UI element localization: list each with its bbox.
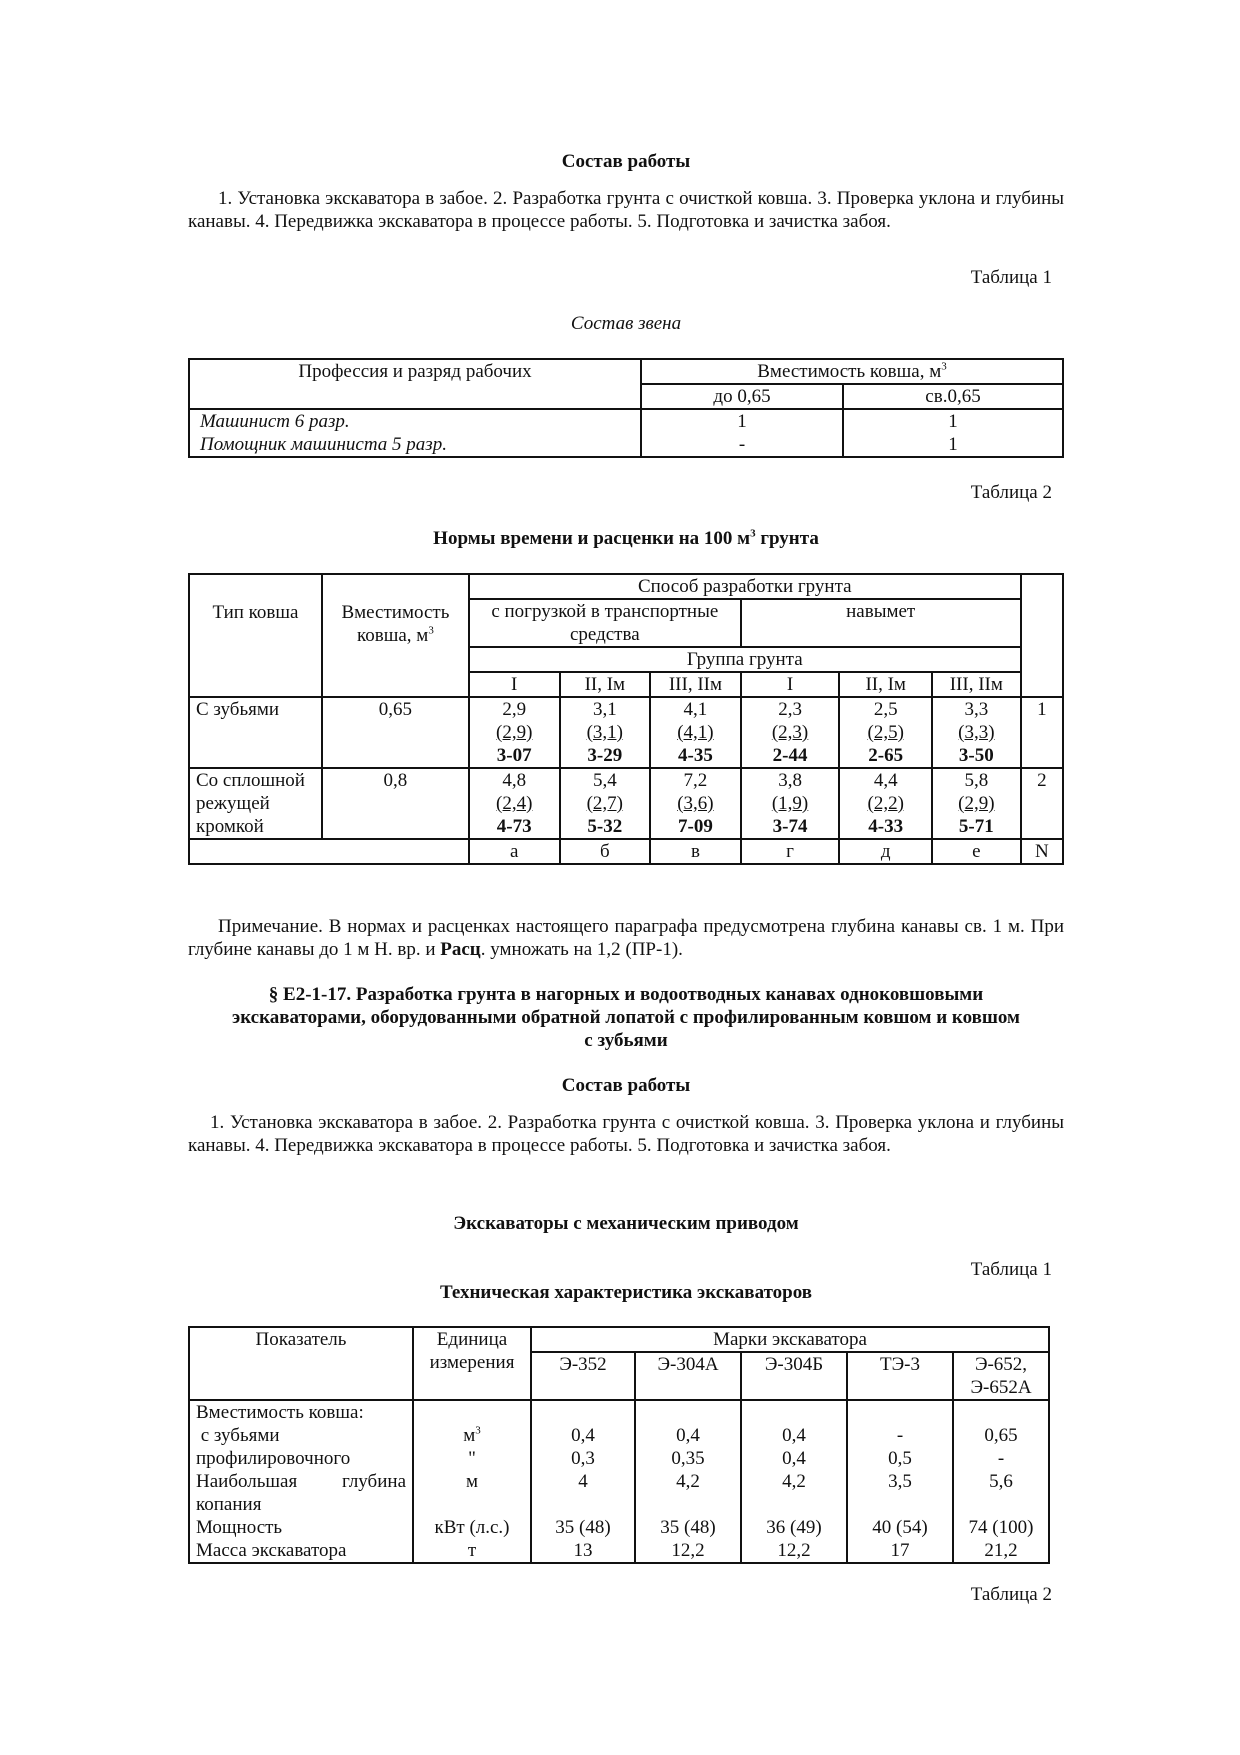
col-header-cast: навымет [741,599,1021,647]
brand-column: 0,4 0,35 4,2 35 (48) 12,2 [635,1400,741,1563]
table-cell: 1 [843,409,1063,433]
table-cell: С зубьями [189,697,322,768]
note-text: Примечание. В нормах и расценках настоящего параграфа предусмотрена глубина канавы св. 1 м. При глубине канавы до 1 м Н. вр. и Расц. умножать на 1,2 (ПР-1). [188,916,1064,960]
section-heading: Состав работы [561,151,691,172]
table-cell: 0,8 [322,768,469,839]
col-header-method: Способ разработки грунта [469,574,1021,599]
row-number: 1 [1021,697,1063,768]
norm-cell: 3,1 (3,1) 3-29 [560,697,651,768]
mech-heading: Экскаваторы с механическим приводом [453,1213,799,1234]
table-row [189,768,1063,839]
group-header: II, Iм [839,672,932,697]
group-header: I [741,672,840,697]
col-header-volume: Вместимость ковша, $м^3$ [322,574,469,697]
norm-cell: 5,4 (2,7) 5-32 [560,768,651,839]
norm-cell: 3,3 (3,3) 3-50 [932,697,1021,768]
column-letter: а [469,839,560,864]
column-letter: в [650,839,741,864]
norm-cell: 2,3 (2,3) 2-44 [741,697,840,768]
unit-list: $м^3$ " м кВт (л.с.) т [413,1400,531,1563]
group-header: II, Iм [560,672,651,697]
table-label: Таблица 2 [970,1584,1052,1605]
specs-table [188,1326,1050,1564]
norm-cell: 5,8 (2,9) 5-71 [932,768,1021,839]
table-title: Техническая характеристика экскаваторов [439,1282,813,1303]
work-composition-2 [188,1074,1064,1157]
table-row [189,1400,1049,1563]
table-cell: Машинист 6 разр. [189,409,641,433]
table-cell: - [641,433,843,457]
col-header-unit: Единица измерения [413,1327,531,1400]
table-row [189,697,1063,768]
norm-cell: 4,8 (2,4) 4-73 [469,768,560,839]
table-cell: Помощник машиниста 5 разр. [189,433,641,457]
row-number: 2 [1021,768,1063,839]
brand-header: Э-304Б [741,1352,847,1400]
section-heading: Состав работы [561,1075,691,1096]
table-label: Таблица 1 [970,267,1052,288]
letters-row [189,839,1063,864]
brand-column: 0,4 0,4 4,2 36 (49) 12,2 [741,1400,847,1563]
section-title: § Е2-1-17. Разработка грунта в нагорных и водоотводных канавах одноковшовыми экскаваторами, оборудованными обратной лопатой с профилированным ковшом и ковшом с зубьями [232,984,1020,1051]
col-header-type: Тип ковша [189,574,322,697]
column-letter: е [932,839,1021,864]
work-text: 1. Установка экскаватора в забое. 2. Разработка грунта с очисткой ковша. 3. Проверка уклона и глубины канавы. 4. Передвижка экскаватора в процессе работы. 5. Подготовка и зачистка забоя. [188,1112,1064,1156]
group-header: I [469,672,560,697]
norm-cell: 2,5 (2,5) 2-65 [839,697,932,768]
column-letter: д [839,839,932,864]
param-list: Вместимость ковша: с зубьями профилировочного Наибольшая глубина копания Мощность Масса экскаватора [189,1400,413,1563]
col-header-profession: Профессия и разряд рабочих [189,359,641,409]
col-sub-header: св.0,65 [843,384,1063,409]
brand-header: ТЭ-3 [847,1352,953,1400]
col-header-load: с погрузкой в транспортные средства [469,599,741,647]
brand-column: - 0,5 3,5 40 (54) 17 [847,1400,953,1563]
table-caption: Состав звена [570,313,682,334]
col-header-volume: Вместимость ковша, $м^3$ [641,359,1063,384]
brand-column: 0,4 0,3 4 35 (48) 13 [531,1400,635,1563]
norm-cell: 4,1 (4,1) 4-35 [650,697,741,768]
norm-cell: 2,9 (2,9) 3-07 [469,697,560,768]
brand-header: Э-352 [531,1352,635,1400]
crew-table [188,358,1064,458]
group-header: III, IIм [650,672,741,697]
table-cell: 1 [843,433,1063,457]
norm-cell: 3,8 (1,9) 3-74 [741,768,840,839]
norm-cell: 4,4 (2,2) 4-33 [839,768,932,839]
table-cell: 0,65 [322,697,469,768]
brand-column: 0,65 - 5,6 74 (100) 21,2 [953,1400,1049,1563]
table-cell: 1 [641,409,843,433]
column-letter: N [1021,839,1063,864]
brand-header: Э-652, Э-652А [953,1352,1049,1400]
col-header-brands: Марки экскаватора [531,1327,1049,1352]
column-letter: б [560,839,651,864]
col-header-param: Показатель [189,1327,413,1400]
work-composition-1 [188,150,1064,233]
work-text: 1. Установка экскаватора в забое. 2. Разработка грунта с очисткой ковша. 3. Проверка уклона и глубины канавы. 4. Передвижка экскаватора в процессе работы. 5. Подготовка и зачистка забоя. [188,188,1064,232]
col-sub-header: до 0,65 [641,384,843,409]
group-header: III, IIм [932,672,1021,697]
table-label: Таблица 1 [970,1259,1052,1280]
norm-cell: 7,2 (3,6) 7-09 [650,768,741,839]
table-title: Нормы времени и расценки на 100 $м^3$ грунта [433,527,819,549]
col-header-n [1021,574,1063,697]
brand-header: Э-304А [635,1352,741,1400]
column-letter: г [741,839,840,864]
table-cell [189,839,469,864]
table-cell: Со сплошной режущей кромкой [189,768,322,839]
table-label: Таблица 2 [970,482,1052,503]
norms-table [188,573,1064,865]
col-header-group: Группа грунта [469,647,1021,672]
